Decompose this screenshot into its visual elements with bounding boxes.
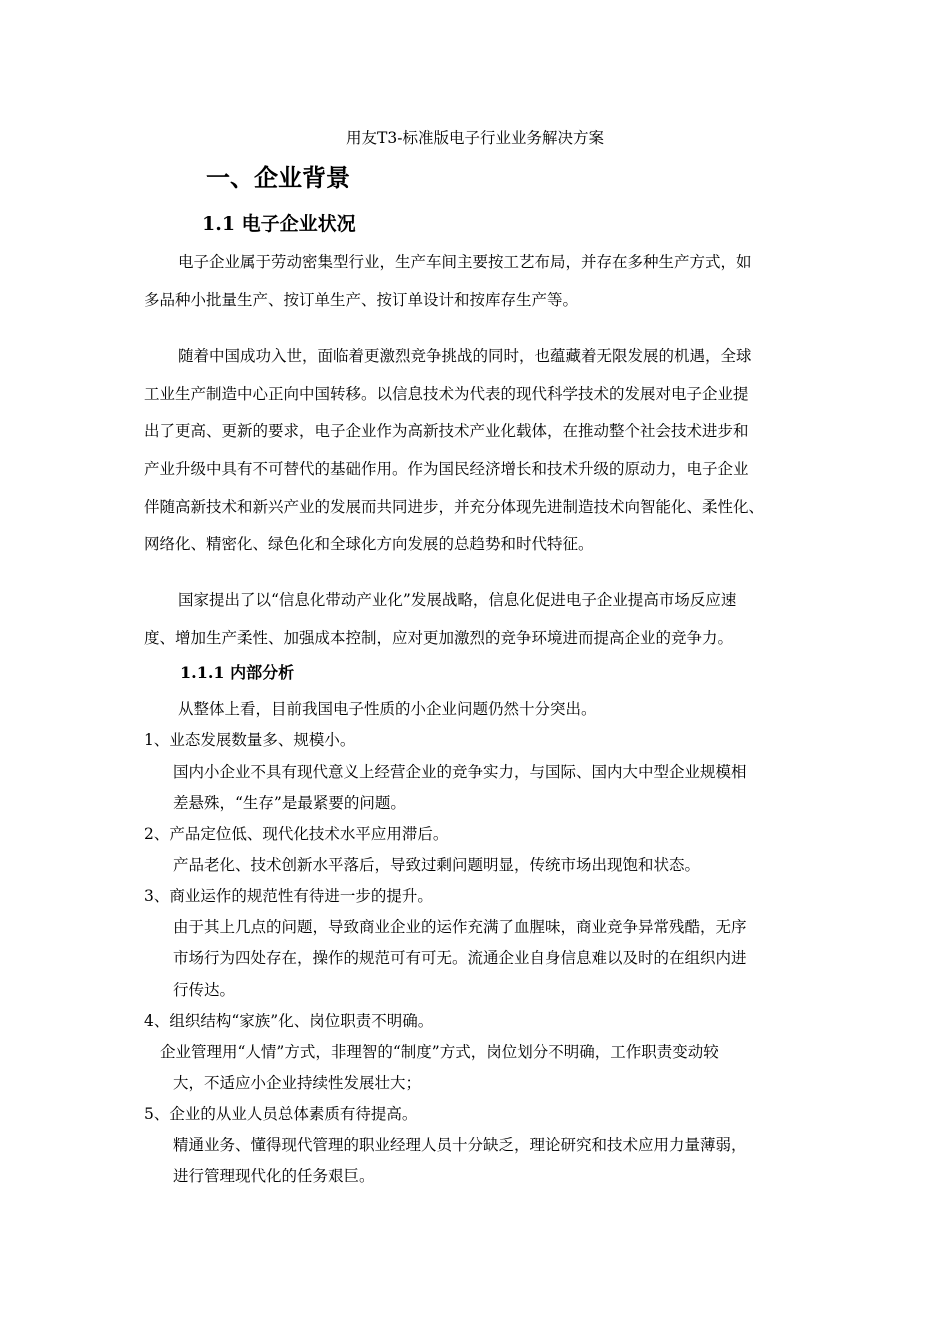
paragraph-line: 电子企业属于劳动密集型行业，生产车间主要按工艺布局，并存在多种生产方式，如 bbox=[178, 253, 752, 271]
document-title: 用友T3-标准版电子行业业务解决方案 bbox=[346, 129, 604, 147]
intro-line: 从整体上看，目前我国电子性质的小企业问题仍然十分突出。 bbox=[178, 700, 597, 718]
section-heading-1-1: 1.1 电子企业状况 bbox=[202, 213, 356, 235]
section-heading-1-1-1: 1.1.1 内部分析 bbox=[180, 663, 295, 682]
list-item-text: 企业管理用“人情”方式，非理智的“制度”方式，岗位划分不明确，工作职责变动较 bbox=[160, 1043, 719, 1061]
paragraph-line: 随着中国成功入世，面临着更激烈竞争挑战的同时，也蕴藏着无限发展的机遇，全球 bbox=[178, 347, 752, 365]
section-heading-1: 一、企业背景 bbox=[206, 163, 350, 192]
list-item-title: 2、产品定位低、现代化技术水平应用滞后。 bbox=[144, 825, 449, 843]
list-item-title: 3、商业运作的规范性有待进一步的提升。 bbox=[144, 887, 433, 905]
list-item-text: 由于其上几点的问题，导致商业企业的运作充满了血腥味，商业竞争异常残酷，无序 bbox=[173, 918, 747, 936]
list-item-text: 产品老化、技术创新水平落后，导致过剩问题明显，传统市场出现饱和状态。 bbox=[173, 856, 701, 874]
list-item-title: 5、企业的从业人员总体素质有待提高。 bbox=[144, 1105, 418, 1123]
list-item-title: 1、业态发展数量多、规模小。 bbox=[144, 731, 356, 749]
paragraph-line: 国家提出了以“信息化带动产业化”发展战略，信息化促进电子企业提高市场反应速 bbox=[178, 591, 737, 609]
list-item-text: 国内小企业不具有现代意义上经营企业的竞争实力，与国际、国内大中型企业规模相 bbox=[173, 763, 747, 781]
list-item-title: 4、组织结构“家族”化、岗位职责不明确。 bbox=[144, 1012, 434, 1030]
list-item-text: 差悬殊，“生存”是最紧要的问题。 bbox=[173, 794, 406, 812]
list-item-text: 大，不适应小企业持续性发展壮大； bbox=[173, 1074, 422, 1092]
paragraph-line: 工业生产制造中心正向中国转移。以信息技术为代表的现代科学技术的发展对电子企业提 bbox=[144, 385, 749, 403]
paragraph-line: 伴随高新技术和新兴产业的发展而共同进步，并充分体现先进制造技术向智能化、柔性化、 bbox=[144, 498, 765, 516]
paragraph-line: 度、增加生产柔性、加强成本控制，应对更加激烈的竞争环境进而提高企业的竞争力。 bbox=[144, 629, 734, 647]
paragraph-line: 出了更高、更新的要求，电子企业作为高新技术产业化载体，在推动整个社会技术进步和 bbox=[144, 422, 749, 440]
paragraph-line: 多品种小批量生产、按订单生产、按订单设计和按库存生产等。 bbox=[144, 291, 579, 309]
list-item-text: 行传达。 bbox=[173, 981, 236, 999]
list-item-text: 市场行为四处存在，操作的规范可有可无。流通企业自身信息难以及时的在组织内进 bbox=[173, 949, 747, 967]
list-item-text: 精通业务、懂得现代管理的职业经理人员十分缺乏，理论研究和技术应用力量薄弱， bbox=[173, 1136, 747, 1154]
paragraph-line: 产业升级中具有不可替代的基础作用。作为国民经济增长和技术升级的原动力，电子企业 bbox=[144, 460, 749, 478]
list-item-text: 进行管理现代化的任务艰巨。 bbox=[173, 1167, 375, 1185]
paragraph-line: 网络化、精密化、绿色化和全球化方向发展的总趋势和时代特征。 bbox=[144, 535, 594, 553]
